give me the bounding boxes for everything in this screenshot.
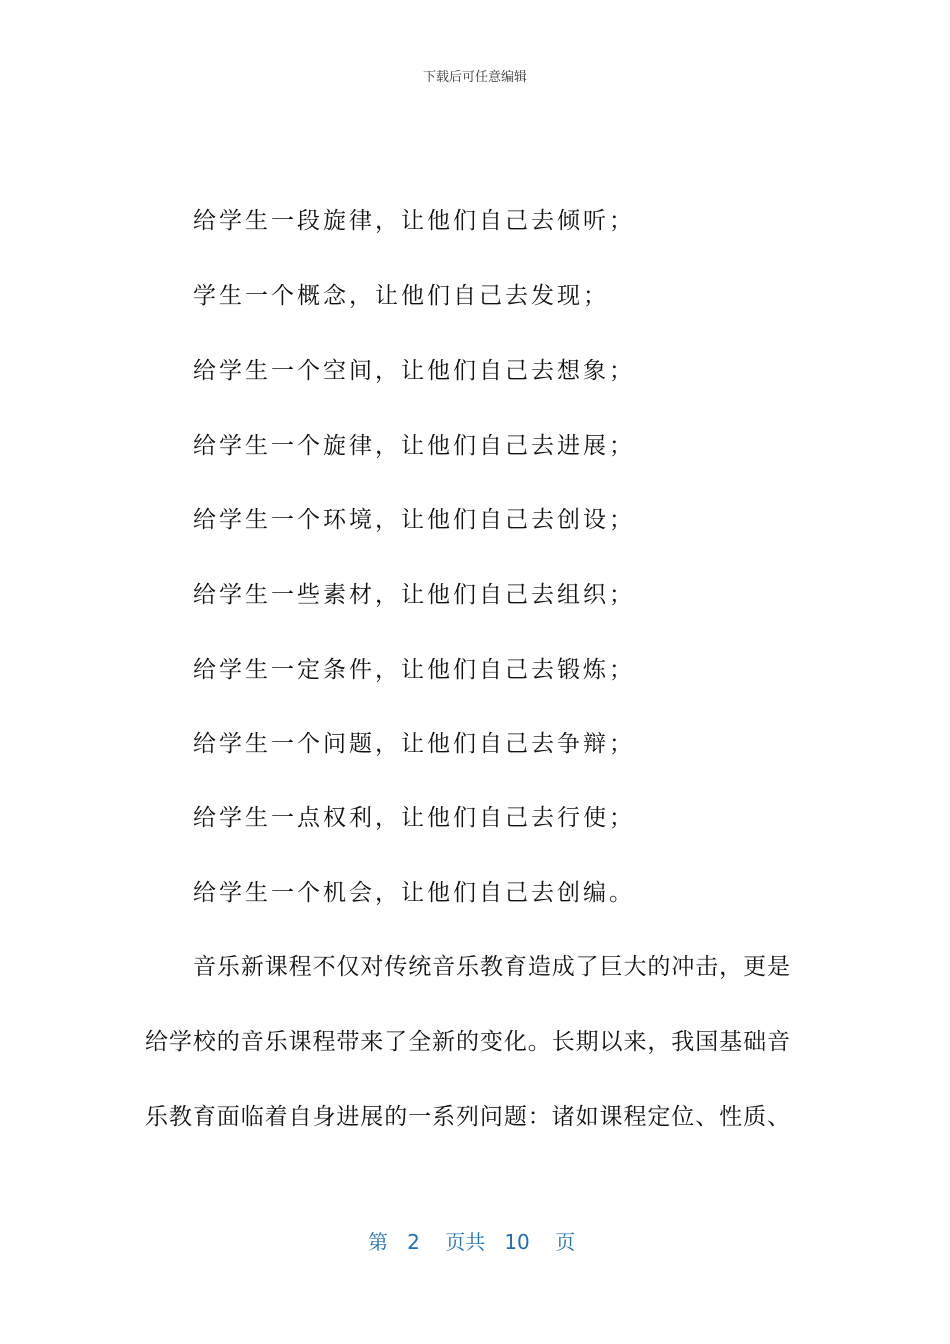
text-line: 给学生一个旋律，让他们自己去进展； (193, 433, 635, 459)
current-page-number: 2 (407, 1230, 420, 1254)
footer-prefix: 第 (368, 1230, 388, 1254)
paragraph-line: 音乐新课程不仅对传统音乐教育造成了巨大的冲击，更是 (193, 954, 790, 980)
text-line: 给学生一个机会，让他们自己去创编。 (193, 880, 635, 906)
text-line: 给学生一定条件，让他们自己去锻炼； (193, 657, 635, 683)
text-line: 学生一个概念，让他们自己去发现； (193, 283, 609, 309)
paragraph-line: 给学校的音乐课程带来了全新的变化。长期以来，我国基础音 (145, 1029, 790, 1055)
paragraph-line: 乐教育面临着自身进展的一系列问题：诸如课程定位、性质、 (145, 1104, 790, 1130)
text-line: 给学生一点权利，让他们自己去行使； (193, 805, 635, 831)
page-footer (368, 1226, 575, 1255)
page-header: 下载后可任意编辑 (422, 70, 527, 85)
text-line: 给学生一些素材，让他们自己去组织； (193, 582, 635, 608)
total-pages-number: 10 (504, 1230, 530, 1254)
text-line: 给学生一段旋律，让他们自己去倾听； (193, 208, 635, 234)
text-line: 给学生一个问题，让他们自己去争辩； (193, 731, 635, 757)
text-line: 给学生一个空间，让他们自己去想象； (193, 358, 635, 384)
footer-suffix: 页 (555, 1230, 576, 1254)
text-line: 给学生一个环境，让他们自己去创设； (193, 507, 635, 533)
footer-middle: 页共 (445, 1230, 486, 1254)
